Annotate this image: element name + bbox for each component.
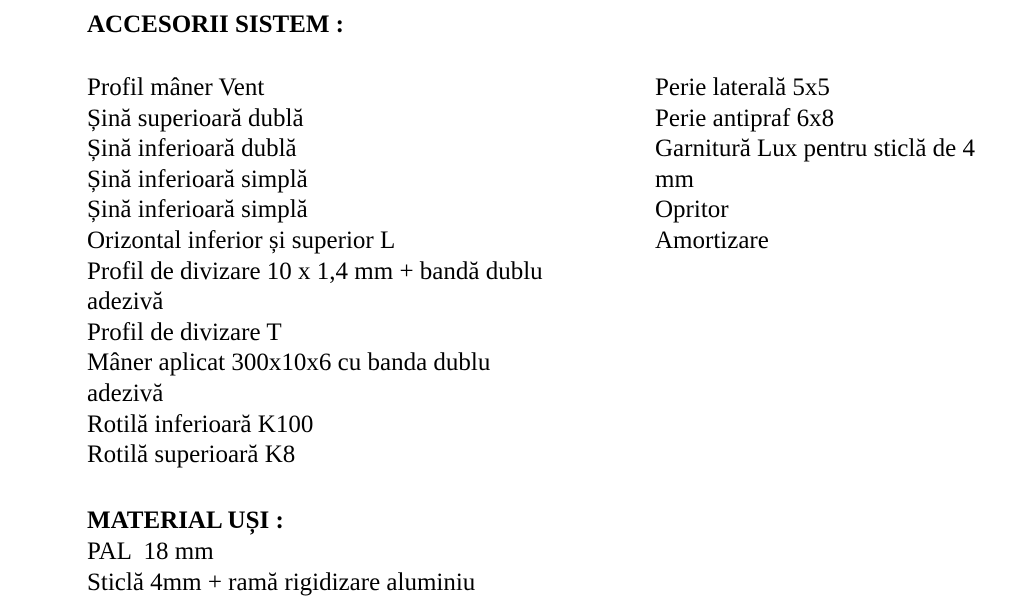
list-item: Opritor xyxy=(655,196,729,224)
list-item: Amortizare xyxy=(655,226,769,254)
material-heading: MATERIAL UȘI : xyxy=(87,507,284,534)
accessories-heading: ACCESORII SISTEM : xyxy=(87,11,345,38)
list-item: Perie laterală 5x5 xyxy=(655,74,830,101)
list-item: Orizontal inferior și superior L xyxy=(87,226,396,254)
list-item: Profil de divizare T xyxy=(87,318,282,346)
list-item: Mâner aplicat 300x10x6 cu banda dublu adezivă xyxy=(87,349,491,407)
list-item: PAL 18 mm xyxy=(87,538,214,565)
list-item: Sticlă 4mm + ramă rigidizare aluminiu xyxy=(87,568,476,596)
list-item: Șină superioară dublă xyxy=(87,104,304,132)
list-item: Perie antipraf 6x8 xyxy=(655,104,835,132)
accessories-list-right xyxy=(655,73,995,257)
list-item: Rotilă superioară K8 xyxy=(87,441,296,469)
list-item: Profil mâner Vent xyxy=(87,74,265,101)
accessories-list-left xyxy=(87,73,567,471)
list-item: Garnitură Lux pentru sticlă de 4 mm xyxy=(655,135,976,193)
list-item: Șină inferioară simplă xyxy=(87,165,308,193)
list-item: Profil de divizare 10 x 1,4 mm + bandă dublu adezivă xyxy=(87,257,543,316)
list-item: Șină inferioară dublă xyxy=(87,135,297,163)
list-item: Șină inferioară simplă xyxy=(87,196,308,224)
list-item: Rotilă inferioară K100 xyxy=(87,410,314,438)
material-list xyxy=(87,537,587,598)
